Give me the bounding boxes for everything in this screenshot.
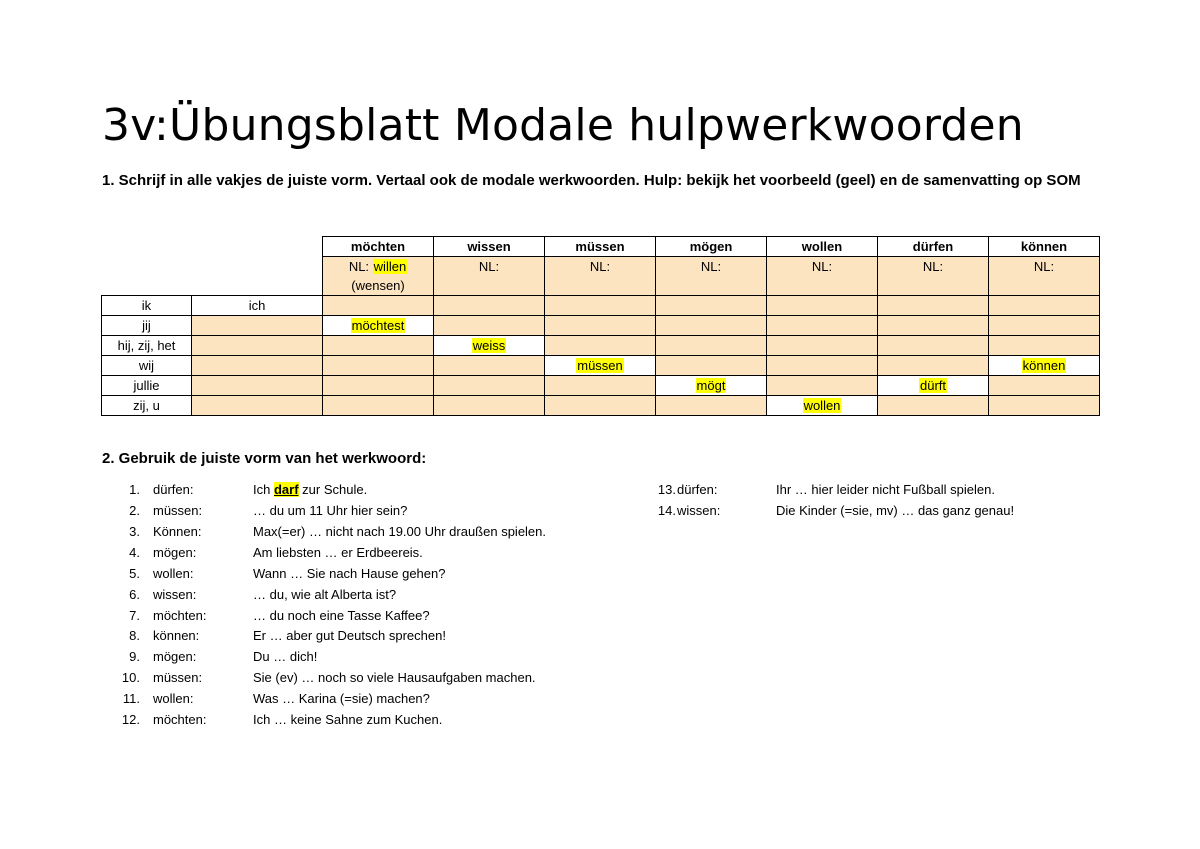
answer-cell[interactable] <box>323 336 434 356</box>
example-cell <box>545 356 656 376</box>
answer-cell[interactable] <box>434 376 545 396</box>
answer-cell[interactable] <box>656 316 767 336</box>
verb-header-mochten: möchten <box>323 237 434 257</box>
answer-cell[interactable] <box>434 356 545 376</box>
table-row <box>102 376 1100 396</box>
nl-translation-durfen[interactable]: NL: <box>878 257 989 296</box>
answer-cell[interactable] <box>767 356 878 376</box>
answer-cell[interactable] <box>989 296 1100 316</box>
item-verb: dürfen: <box>677 482 718 497</box>
person-de-cell[interactable] <box>192 336 323 356</box>
answer-cell[interactable] <box>545 316 656 336</box>
page-title: 3v:Übungsblatt Modale hulpwerkwoorden <box>102 100 1024 151</box>
verb-header-wollen: wollen <box>767 237 878 257</box>
answer-darf: darf <box>273 482 299 497</box>
sentence-pre: Ich <box>253 482 274 497</box>
table-row <box>102 336 1100 356</box>
item-sentence: … du um 11 Uhr hier sein? <box>253 503 408 518</box>
item-verb: wissen: <box>153 587 197 602</box>
person-de: ich <box>192 296 323 316</box>
example-mussen: müssen <box>577 358 623 373</box>
item-sentence: Die Kinder (=sie, mv) … das ganz genau! <box>776 503 1015 518</box>
item-verb: möchten: <box>153 608 207 623</box>
person-nl: zij, u <box>102 396 192 416</box>
person-nl: jullie <box>102 376 192 396</box>
answer-cell[interactable] <box>878 336 989 356</box>
sentence-post: zur Schule. <box>298 482 368 497</box>
nl-translation-mogen[interactable]: NL: <box>656 257 767 296</box>
item-verb: mögen: <box>153 649 197 664</box>
nl-label: NL: <box>348 259 370 274</box>
table-row <box>102 396 1100 416</box>
nl-translation-wissen[interactable]: NL: <box>434 257 545 296</box>
verb-header-konnen: können <box>989 237 1100 257</box>
item-sentence: Was … Karina (=sie) machen? <box>253 691 430 706</box>
item-sentence: Max(=er) … nicht nach 19.00 Uhr draußen spielen. <box>253 524 547 539</box>
example-cell <box>656 376 767 396</box>
item-verb: möchten: <box>153 712 207 727</box>
answer-cell[interactable] <box>989 316 1100 336</box>
item-number: 7. <box>129 608 140 623</box>
verb-header-durfen: dürfen <box>878 237 989 257</box>
table-row <box>102 316 1100 336</box>
item-verb: dürfen: <box>153 482 194 497</box>
answer-cell[interactable] <box>878 396 989 416</box>
item-number: 6. <box>129 587 140 602</box>
table-row <box>102 356 1100 376</box>
answer-cell[interactable] <box>545 396 656 416</box>
answer-cell[interactable] <box>545 376 656 396</box>
item-verb: Können: <box>153 524 202 539</box>
item-verb: müssen: <box>153 503 203 518</box>
item-number: 4. <box>129 545 140 560</box>
answer-cell[interactable] <box>989 376 1100 396</box>
answer-cell[interactable] <box>767 336 878 356</box>
exercise-2-heading: 2. Gebruik de juiste vorm van het werkwoord: <box>102 450 427 467</box>
item-sentence: Er … aber gut Deutsch sprechen! <box>253 628 446 643</box>
person-de-cell[interactable] <box>192 316 323 336</box>
answer-cell[interactable] <box>434 296 545 316</box>
answer-cell[interactable] <box>878 316 989 336</box>
exercise-1-heading: 1. Schrijf in alle vakjes de juiste vorm. Vertaal ook de modale werkwoorden. Hulp: bekijk het voorbeeld (geel) en de samenvatting op SOM <box>102 172 1081 189</box>
person-de-cell[interactable] <box>192 376 323 396</box>
item-sentence: Ich … keine Sahne zum Kuchen. <box>253 712 443 727</box>
person-de-cell[interactable] <box>192 356 323 376</box>
table-row <box>102 296 1100 316</box>
answer-cell[interactable] <box>656 396 767 416</box>
example-mochtest: möchtest <box>351 318 405 333</box>
answer-cell[interactable] <box>323 396 434 416</box>
answer-cell[interactable] <box>545 296 656 316</box>
verb-header-mussen: müssen <box>545 237 656 257</box>
verb-header-mogen: mögen <box>656 237 767 257</box>
answer-cell[interactable] <box>767 316 878 336</box>
nl-example-extra: (wensen) <box>351 278 405 293</box>
conjugation-table <box>101 236 1100 416</box>
item-verb: können: <box>153 628 200 643</box>
item-sentence: Sie (ev) … noch so viele Hausaufgaben machen. <box>253 670 536 685</box>
example-wollen: wollen <box>803 398 841 413</box>
example-cell <box>989 356 1100 376</box>
person-nl: ik <box>102 296 192 316</box>
example-cell <box>767 396 878 416</box>
item-sentence: … du noch eine Tasse Kaffee? <box>253 608 430 623</box>
item-number: 10. <box>121 670 140 685</box>
answer-cell[interactable] <box>656 356 767 376</box>
example-cell <box>434 336 545 356</box>
nl-translation-konnen[interactable]: NL: <box>989 257 1100 296</box>
item-number: 5. <box>129 566 140 581</box>
example-cell <box>323 316 434 336</box>
person-nl: wij <box>102 356 192 376</box>
nl-translation-mussen[interactable]: NL: <box>545 257 656 296</box>
item-sentence: … du, wie alt Alberta ist? <box>253 587 397 602</box>
item-sentence: Ihr … hier leider nicht Fußball spielen. <box>776 482 995 497</box>
item-number: 12. <box>121 712 140 727</box>
answer-cell[interactable] <box>323 356 434 376</box>
answer-cell[interactable] <box>323 296 434 316</box>
answer-cell[interactable] <box>434 316 545 336</box>
item-sentence: Am liebsten … er Erdbeereis. <box>253 545 423 560</box>
item-verb: mögen: <box>153 545 197 560</box>
answer-cell[interactable] <box>767 296 878 316</box>
item-number: 14. <box>657 503 676 518</box>
person-de-cell[interactable] <box>192 396 323 416</box>
item-verb: wollen: <box>153 566 194 581</box>
item-number: 8. <box>129 628 140 643</box>
example-konnen: können <box>1022 358 1066 373</box>
answer-cell[interactable] <box>989 336 1100 356</box>
item-number: 11. <box>122 691 140 706</box>
example-weiss: weiss <box>472 338 506 353</box>
answer-cell[interactable] <box>545 336 656 356</box>
item-number: 2. <box>129 503 140 518</box>
answer-cell[interactable] <box>323 376 434 396</box>
nl-translation-mochten[interactable] <box>323 257 434 296</box>
item-number: 13. <box>657 482 676 497</box>
answer-cell[interactable] <box>989 396 1100 416</box>
answer-cell[interactable] <box>656 336 767 356</box>
item-number: 1. <box>129 482 140 497</box>
example-cell <box>878 376 989 396</box>
answer-cell[interactable] <box>656 296 767 316</box>
answer-cell[interactable] <box>878 296 989 316</box>
item-sentence: Du … dich! <box>253 649 318 664</box>
item-verb: wollen: <box>153 691 194 706</box>
example-mogt: mögt <box>696 378 726 393</box>
item-sentence <box>253 480 367 500</box>
person-nl: jij <box>102 316 192 336</box>
person-nl: hij, zij, het <box>102 336 192 356</box>
example-durft: dürft <box>919 378 946 393</box>
answer-cell[interactable] <box>878 356 989 376</box>
answer-cell[interactable] <box>434 396 545 416</box>
item-number: 3. <box>129 524 140 539</box>
nl-translation-wollen[interactable]: NL: <box>767 257 878 296</box>
nl-example-value: willen <box>373 259 407 274</box>
item-sentence: Wann … Sie nach Hause gehen? <box>253 566 446 581</box>
item-verb: müssen: <box>153 670 203 685</box>
item-number: 9. <box>129 649 140 664</box>
item-verb: wissen: <box>677 503 721 518</box>
verb-header-wissen: wissen <box>434 237 545 257</box>
answer-cell[interactable] <box>767 376 878 396</box>
